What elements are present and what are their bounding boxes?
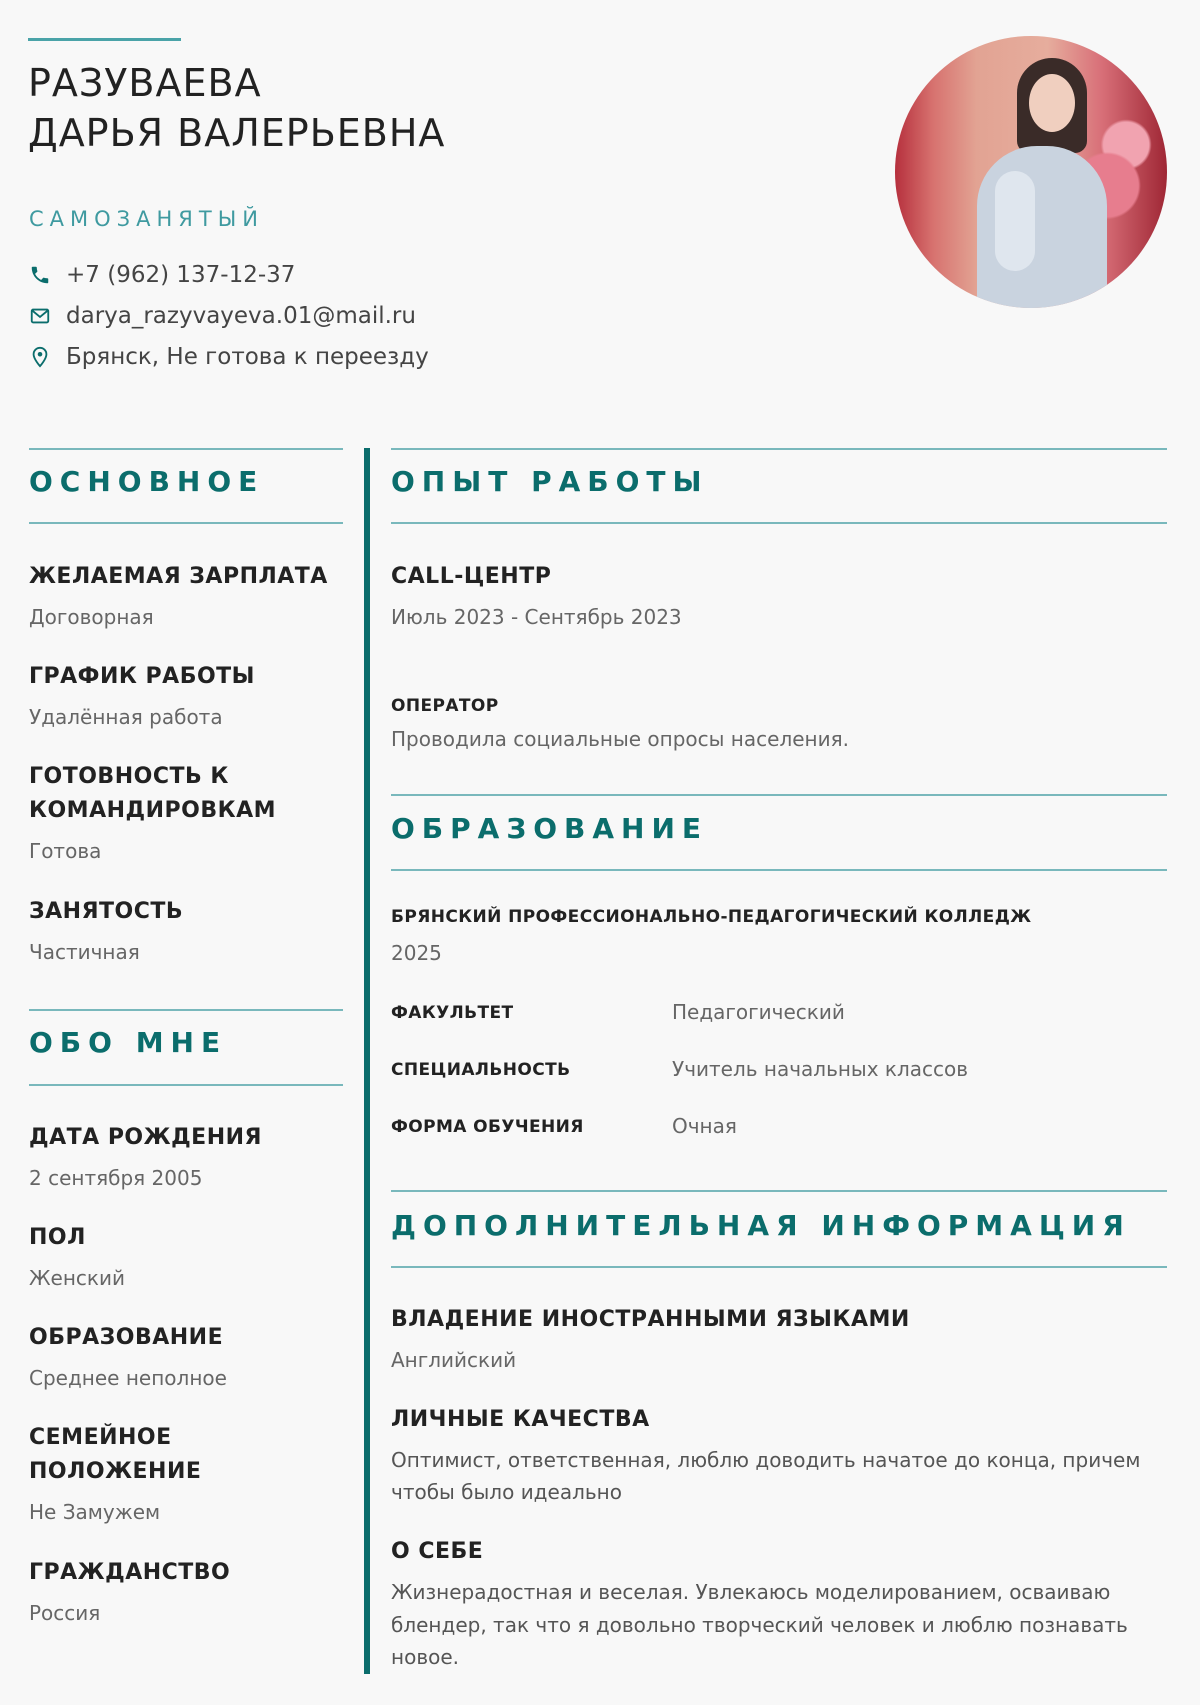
faculty-value: Педагогический	[672, 1000, 845, 1024]
employment-value: Частичная	[29, 940, 140, 964]
first-names: ДАРЬЯ ВАЛЕРЬЕВНА	[28, 111, 446, 155]
section-title-about: ОБО МНЕ	[29, 1026, 228, 1059]
header-accent-rule	[28, 38, 181, 41]
languages-value: Английский	[391, 1348, 517, 1372]
phone-number: +7 (962) 137-12-37	[66, 262, 296, 288]
travel-label-line1: ГОТОВНОСТЬ К	[29, 764, 229, 789]
profile-photo	[895, 36, 1167, 308]
citizenship-value: Россия	[29, 1601, 101, 1625]
divider	[391, 1266, 1167, 1268]
study-form-label: ФОРМА ОБУЧЕНИЯ	[391, 1117, 584, 1137]
study-form-value: Очная	[672, 1114, 737, 1138]
divider	[391, 869, 1167, 871]
divider	[391, 448, 1167, 450]
gender-value: Женский	[29, 1266, 125, 1290]
mail-icon	[29, 305, 51, 327]
divider	[391, 522, 1167, 524]
personal-qualities-line1: Оптимист, ответственная, люблю доводить начатое до конца, причем	[391, 1448, 1141, 1472]
marital-label-line1: СЕМЕЙНОЕ	[29, 1425, 172, 1450]
contact-email[interactable]	[29, 303, 416, 329]
column-divider	[364, 448, 370, 1674]
employment-status: САМОЗАНЯТЫЙ	[29, 207, 264, 231]
graduation-year: 2025	[391, 941, 442, 965]
phone-icon	[29, 264, 51, 286]
salary-label: ЖЕЛАЕМАЯ ЗАРПЛАТА	[29, 564, 328, 589]
divider	[29, 1084, 343, 1086]
schedule-label: ГРАФИК РАБОТЫ	[29, 664, 255, 689]
birth-date-label: ДАТА РОЖДЕНИЯ	[29, 1125, 262, 1150]
schedule-value: Удалённая работа	[29, 705, 223, 729]
employment-label: ЗАНЯТОСТЬ	[29, 899, 184, 924]
job-description: Проводила социальные опросы населения.	[391, 727, 849, 751]
languages-label: ВЛАДЕНИЕ ИНОСТРАННЫМИ ЯЗЫКАМИ	[391, 1307, 910, 1332]
about-self-line2: блендер, так что я довольно творческий человек и люблю познавать	[391, 1613, 1128, 1637]
divider	[391, 1190, 1167, 1192]
birth-date-value: 2 сентября 2005	[29, 1166, 203, 1190]
company-name: CALL-ЦЕНТР	[391, 564, 552, 589]
travel-label-line2: КОМАНДИРОВКАМ	[29, 798, 277, 823]
citizenship-label: ГРАЖДАНСТВО	[29, 1560, 231, 1585]
institution-name: БРЯНСКИЙ ПРОФЕССИОНАЛЬНО-ПЕДАГОГИЧЕСКИЙ КОЛЛЕДЖ	[391, 907, 1032, 927]
divider	[29, 448, 343, 450]
marital-value: Не Замужем	[29, 1500, 161, 1524]
section-title-additional: ДОПОЛНИТЕЛЬНАЯ ИНФОРМАЦИЯ	[391, 1209, 1131, 1242]
specialty-label: СПЕЦИАЛЬНОСТЬ	[391, 1060, 571, 1080]
map-pin-icon	[29, 346, 51, 368]
education-level-value: Среднее неполное	[29, 1366, 227, 1390]
email-address: darya_razyvayeva.01@mail.ru	[66, 303, 416, 329]
personal-qualities-label: ЛИЧНЫЕ КАЧЕСТВА	[391, 1407, 650, 1432]
work-period: Июль 2023 - Сентябрь 2023	[391, 605, 682, 629]
section-title-experience: ОПЫТ РАБОТЫ	[391, 465, 709, 498]
specialty-value: Учитель начальных классов	[672, 1057, 969, 1081]
salary-value: Договорная	[29, 605, 154, 629]
gender-label: ПОЛ	[29, 1225, 86, 1250]
about-self-label: О СЕБЕ	[391, 1539, 484, 1564]
section-title-main: ОСНОВНОЕ	[29, 465, 265, 498]
marital-label-line2: ПОЛОЖЕНИЕ	[29, 1459, 202, 1484]
contact-phone[interactable]	[29, 262, 295, 288]
full-name	[28, 58, 445, 158]
education-level-label: ОБРАЗОВАНИЕ	[29, 1325, 224, 1350]
about-self-line3: новое.	[391, 1645, 459, 1669]
faculty-label: ФАКУЛЬТЕТ	[391, 1003, 514, 1023]
divider	[391, 794, 1167, 796]
travel-value: Готова	[29, 839, 102, 863]
location-text: Брянск, Не готова к переезду	[66, 344, 429, 370]
divider	[29, 522, 343, 524]
about-self-line1: Жизнерадостная и веселая. Увлекаюсь моделированием, осваиваю	[391, 1580, 1111, 1604]
section-title-education: ОБРАЗОВАНИЕ	[391, 812, 709, 845]
job-position: ОПЕРАТОР	[391, 696, 499, 716]
contact-location	[29, 344, 429, 370]
divider	[29, 1009, 343, 1011]
last-name: РАЗУВАЕВА	[28, 61, 262, 105]
personal-qualities-line2: чтобы было идеально	[391, 1480, 622, 1504]
